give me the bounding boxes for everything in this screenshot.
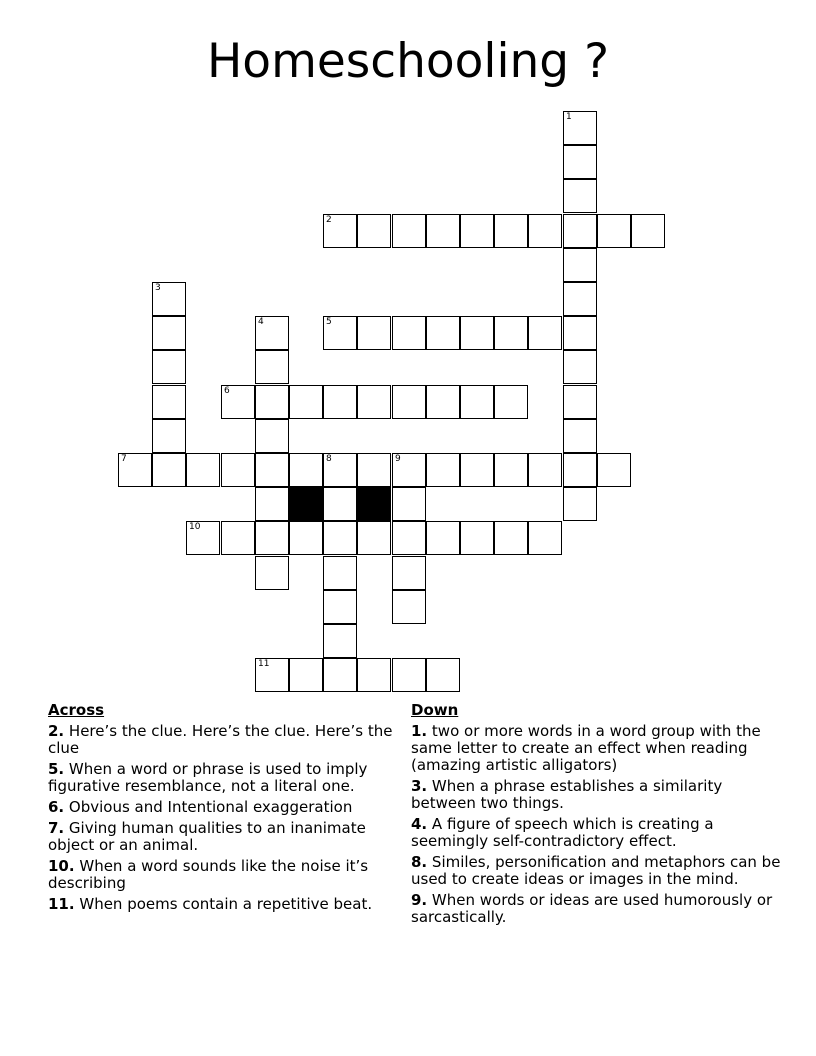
grid-cell[interactable] [392, 316, 426, 350]
grid-cell[interactable] [323, 658, 357, 692]
grid-cell[interactable] [460, 453, 494, 487]
clue-down-8: 8. Similes, personification and metaphors can be used to create ideas or images in the mind. [411, 853, 781, 888]
grid-cell[interactable] [426, 521, 460, 555]
grid-cell[interactable] [631, 214, 665, 248]
grid-cell[interactable] [152, 419, 186, 453]
grid-cell[interactable] [392, 385, 426, 419]
clue-down-3: 3. When a phrase establishes a similarity between two things. [411, 777, 723, 812]
cell-number: 9 [395, 454, 401, 464]
grid-cell[interactable] [357, 658, 391, 692]
grid-cell[interactable] [426, 658, 460, 692]
down-clues [411, 702, 781, 930]
grid-cell[interactable] [255, 316, 289, 350]
grid-cell[interactable] [528, 214, 562, 248]
grid-cell[interactable] [357, 453, 391, 487]
clue-across-10: 10. When a word sounds like the noise it’s describing [48, 857, 369, 892]
across-heading: Across [48, 701, 105, 719]
grid-cell[interactable] [323, 487, 357, 521]
grid-cell[interactable] [426, 453, 460, 487]
black-cell [357, 487, 391, 521]
grid-cell[interactable] [392, 214, 426, 248]
clue-across-11: 11. When poems contain a repetitive beat. [48, 895, 373, 913]
grid-cell[interactable] [186, 521, 220, 555]
grid-cell[interactable] [528, 521, 562, 555]
grid-cell[interactable] [597, 214, 631, 248]
clue-across-6: 6. Obvious and Intentional exaggeration [48, 798, 353, 816]
grid-cell[interactable] [357, 316, 391, 350]
grid-cell[interactable] [323, 453, 357, 487]
grid-cell[interactable] [289, 385, 323, 419]
grid-cell[interactable] [528, 316, 562, 350]
clue-down-1: 1. two or more words in a word group with the same letter to create an effect when reading (amazing artistic alligators) [411, 722, 761, 774]
grid-cell[interactable] [563, 419, 597, 453]
grid-cell[interactable] [289, 453, 323, 487]
grid-cell[interactable] [221, 385, 255, 419]
grid-cell[interactable] [152, 282, 186, 316]
grid-cell[interactable] [255, 521, 289, 555]
grid-cell[interactable] [255, 350, 289, 384]
grid-cell[interactable] [323, 556, 357, 590]
grid-cell[interactable] [392, 521, 426, 555]
grid-cell[interactable] [460, 385, 494, 419]
grid-cell[interactable] [255, 487, 289, 521]
grid-cell[interactable] [323, 316, 357, 350]
grid-cell[interactable] [426, 214, 460, 248]
grid-cell[interactable] [426, 385, 460, 419]
grid-cell[interactable] [221, 453, 255, 487]
grid-cell[interactable] [494, 521, 528, 555]
grid-cell[interactable] [563, 145, 597, 179]
grid-cell[interactable] [494, 453, 528, 487]
grid-cell[interactable] [460, 521, 494, 555]
clue-across-2: 2. Here’s the clue. Here’s the clue. Here’s the clue [48, 722, 393, 757]
grid-cell[interactable] [152, 316, 186, 350]
grid-cell[interactable] [323, 590, 357, 624]
grid-cell[interactable] [255, 453, 289, 487]
grid-cell[interactable] [563, 453, 597, 487]
grid-cell[interactable] [494, 316, 528, 350]
grid-cell[interactable] [152, 385, 186, 419]
grid-cell[interactable] [392, 556, 426, 590]
grid-cell[interactable] [255, 556, 289, 590]
grid-cell[interactable] [255, 658, 289, 692]
clue-across-7: 7. Giving human qualities to an inanimate object or an animal. [48, 819, 366, 854]
grid-cell[interactable] [563, 248, 597, 282]
cell-number: 3 [155, 283, 161, 293]
grid-cell[interactable] [323, 521, 357, 555]
grid-cell[interactable] [597, 453, 631, 487]
clue-down-4: 4. A figure of speech which is creating a seemingly self-contradictory effect. [411, 815, 714, 850]
grid-cell[interactable] [221, 521, 255, 555]
cell-number: 11 [258, 659, 270, 669]
grid-cell[interactable] [528, 453, 562, 487]
cell-number: 6 [224, 386, 230, 396]
grid-cell[interactable] [289, 658, 323, 692]
grid-cell[interactable] [563, 282, 597, 316]
grid-cell[interactable] [563, 214, 597, 248]
cell-number: 5 [326, 317, 332, 327]
grid-cell[interactable] [357, 214, 391, 248]
grid-cell[interactable] [563, 385, 597, 419]
across-clues [48, 702, 398, 917]
cell-number: 7 [121, 454, 127, 464]
grid-cell[interactable] [392, 487, 426, 521]
grid-cell[interactable] [323, 624, 357, 658]
cell-number: 10 [189, 522, 201, 532]
grid-cell[interactable] [152, 350, 186, 384]
cell-number: 4 [258, 317, 264, 327]
cell-number: 2 [326, 215, 332, 225]
grid-cell[interactable] [392, 590, 426, 624]
grid-cell[interactable] [255, 419, 289, 453]
grid-cell[interactable] [460, 214, 494, 248]
grid-cell[interactable] [563, 487, 597, 521]
clue-down-9: 9. When words or ideas are used humorously or sarcastically. [411, 891, 773, 926]
grid-cell[interactable] [563, 179, 597, 213]
page-title: Homeschooling ? [206, 34, 610, 89]
grid-cell[interactable] [392, 453, 426, 487]
black-cell [289, 487, 323, 521]
grid-cell[interactable] [494, 385, 528, 419]
grid-cell[interactable] [563, 316, 597, 350]
down-heading: Down [411, 701, 459, 719]
grid-cell[interactable] [323, 385, 357, 419]
cell-number: 8 [326, 454, 332, 464]
grid-cell[interactable] [563, 350, 597, 384]
grid-cell[interactable] [357, 521, 391, 555]
grid-cell[interactable] [186, 453, 220, 487]
grid-cell[interactable] [494, 214, 528, 248]
grid-cell[interactable] [152, 453, 186, 487]
clue-across-5: 5. When a word or phrase is used to imply figurative resemblance, not a literal one. [48, 760, 368, 795]
grid-cell[interactable] [563, 111, 597, 145]
grid-cell[interactable] [426, 316, 460, 350]
cell-number: 1 [566, 112, 572, 122]
grid-cell[interactable] [255, 385, 289, 419]
grid-cell[interactable] [323, 214, 357, 248]
grid-cell[interactable] [289, 521, 323, 555]
grid-cell[interactable] [357, 385, 391, 419]
grid-cell[interactable] [118, 453, 152, 487]
grid-cell[interactable] [460, 316, 494, 350]
grid-cell[interactable] [392, 658, 426, 692]
